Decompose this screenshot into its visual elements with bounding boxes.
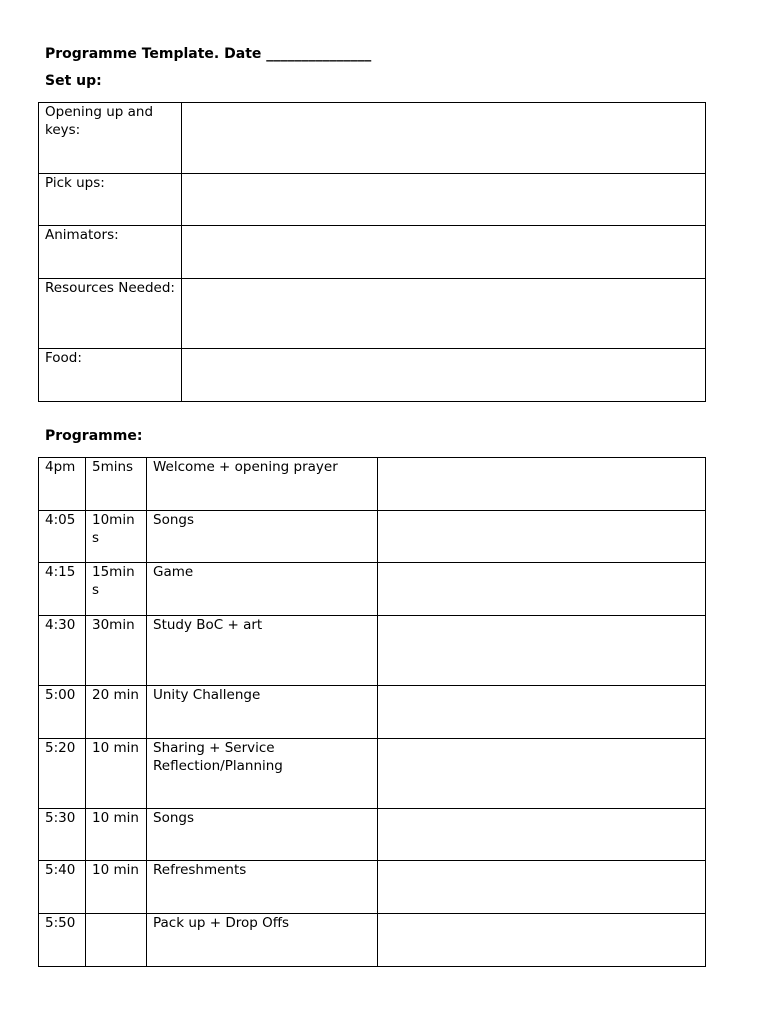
notes-cell[interactable] [378, 686, 706, 739]
programme-row [39, 458, 706, 511]
activity-text: Game [153, 564, 194, 580]
time-cell [39, 458, 86, 511]
time-text: 4:05 [45, 512, 76, 528]
time-cell [39, 686, 86, 739]
setup-row-opening [39, 103, 706, 174]
programme-row [39, 511, 706, 563]
setup-label: Pick ups: [45, 175, 105, 191]
activity-cell [147, 686, 378, 739]
activity-text: Sharing + Service Reflection/Planning [153, 740, 283, 774]
activity-cell [147, 861, 378, 914]
notes-cell[interactable] [378, 458, 706, 511]
setup-label: Food: [45, 350, 82, 366]
setup-value-cell[interactable] [182, 103, 706, 174]
setup-label: Resources Needed: [45, 280, 175, 296]
duration-text: 10mins [92, 512, 135, 546]
setup-row-pickups [39, 174, 706, 226]
programme-row [39, 686, 706, 739]
duration-cell [86, 616, 147, 686]
time-cell [39, 809, 86, 861]
activity-cell [147, 511, 378, 563]
programme-row [39, 739, 706, 809]
activity-cell [147, 739, 378, 809]
notes-cell[interactable] [378, 739, 706, 809]
time-cell [39, 914, 86, 967]
duration-cell [86, 458, 147, 511]
time-text: 4pm [45, 459, 76, 475]
activity-cell [147, 616, 378, 686]
activity-cell [147, 809, 378, 861]
duration-text: 10 min [92, 740, 139, 756]
activity-cell [147, 563, 378, 616]
duration-cell [86, 809, 147, 861]
setup-label-cell [39, 349, 182, 402]
programme-heading: Programme: [45, 428, 143, 444]
duration-text: 20 min [92, 687, 139, 703]
duration-text: 10 min [92, 810, 139, 826]
duration-cell [86, 563, 147, 616]
notes-cell[interactable] [378, 914, 706, 967]
activity-cell [147, 914, 378, 967]
time-text: 4:15 [45, 564, 76, 580]
duration-cell [86, 861, 147, 914]
duration-cell [86, 686, 147, 739]
activity-cell [147, 458, 378, 511]
setup-label-cell [39, 103, 182, 174]
duration-cell [86, 914, 147, 967]
setup-label-cell [39, 279, 182, 349]
setup-value-cell[interactable] [182, 279, 706, 349]
time-text: 5:00 [45, 687, 76, 703]
setup-label: Animators: [45, 227, 119, 243]
time-cell [39, 563, 86, 616]
notes-cell[interactable] [378, 809, 706, 861]
setup-value-cell[interactable] [182, 226, 706, 279]
duration-cell [86, 511, 147, 563]
duration-cell [86, 739, 147, 809]
duration-text: 15mins [92, 564, 135, 598]
setup-row-animators [39, 226, 706, 279]
duration-text: 30min [92, 617, 135, 633]
time-cell [39, 616, 86, 686]
activity-text: Songs [153, 512, 194, 528]
setup-label-cell [39, 174, 182, 226]
programme-row [39, 616, 706, 686]
time-text: 5:50 [45, 915, 76, 931]
setup-heading: Set up: [45, 73, 102, 89]
activity-text: Unity Challenge [153, 687, 261, 703]
notes-cell[interactable] [378, 616, 706, 686]
setup-row-resources [39, 279, 706, 349]
programme-row [39, 861, 706, 914]
notes-cell[interactable] [378, 563, 706, 616]
document-title: Programme Template. Date _______________ [45, 46, 372, 62]
activity-text: Welcome + opening prayer [153, 459, 338, 475]
programme-row [39, 563, 706, 616]
duration-text: 5mins [92, 459, 134, 475]
activity-text: Songs [153, 810, 194, 826]
duration-text: 10 min [92, 862, 139, 878]
setup-row-food [39, 349, 706, 402]
time-cell [39, 511, 86, 563]
notes-cell[interactable] [378, 511, 706, 563]
programme-row [39, 809, 706, 861]
notes-cell[interactable] [378, 861, 706, 914]
setup-value-cell[interactable] [182, 349, 706, 402]
time-cell [39, 739, 86, 809]
programme-table [38, 457, 706, 967]
activity-text: Study BoC + art [153, 617, 263, 633]
time-text: 5:40 [45, 862, 76, 878]
time-text: 5:20 [45, 740, 76, 756]
programme-row [39, 914, 706, 967]
time-cell [39, 861, 86, 914]
activity-text: Pack up + Drop Offs [153, 915, 290, 931]
time-text: 4:30 [45, 617, 76, 633]
setup-label-cell [39, 226, 182, 279]
setup-table [38, 102, 706, 402]
time-text: 5:30 [45, 810, 76, 826]
activity-text: Refreshments [153, 862, 247, 878]
setup-label: Opening up and keys: [45, 104, 154, 138]
setup-value-cell[interactable] [182, 174, 706, 226]
